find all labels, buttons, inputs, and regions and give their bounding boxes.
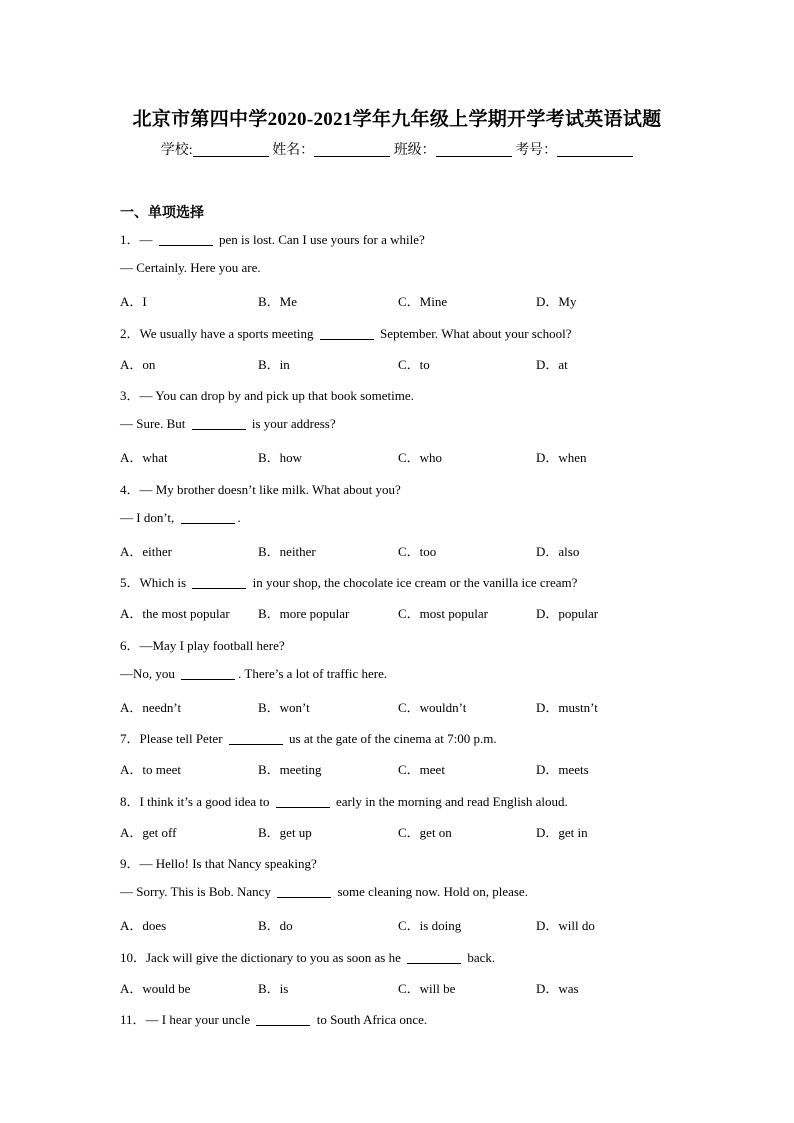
option-b[interactable]: B．is [258,980,289,996]
answer-blank[interactable] [181,511,235,524]
option-c[interactable]: C．will be [398,980,456,996]
question-text: 4．— My brother doesn’t like milk. What about you? [120,481,401,497]
option-a[interactable]: A．what [120,450,168,466]
question-text: is your address? [248,416,336,432]
school-label: 学校: [160,143,193,158]
page-title: 北京市第四中学2020-2021学年九年级上学期开学考试英语试题 [132,109,662,130]
question-text: 1．— [120,232,156,247]
question-text: 11．— I hear your uncle [120,1012,254,1027]
option-a[interactable]: A．I [120,294,147,310]
question-9-line [120,884,528,900]
student-info-line [0,139,794,159]
question-text: . There’s a lot of traffic here. [238,665,388,681]
answer-blank[interactable] [256,1013,310,1026]
question-text: in your shop, the chocolate ice cream or the vanilla ice cream? [249,575,578,591]
question-text: 10．Jack will give the dictionary to you as soon as he [120,949,405,965]
option-b[interactable]: B．in [258,356,290,372]
id-blank[interactable] [557,142,633,157]
question-text: — I don’t, [120,509,178,525]
option-d[interactable]: D．mustn’t [536,700,598,715]
option-d[interactable]: D．when [536,450,587,466]
question-1-line [120,260,261,276]
question-text: 7．Please tell Peter [120,731,226,747]
answer-blank[interactable] [277,885,331,898]
question-8-line [120,791,568,810]
question-5-line [120,572,577,591]
question-text: us at the gate of the cinema at 7:00 p.m. [285,731,497,747]
option-d[interactable]: D．meets [536,762,589,778]
option-c[interactable]: C．too [398,544,437,559]
question-text: — Certainly. Here you are. [120,260,261,276]
question-10-line [120,947,495,966]
question-6-line [120,666,387,682]
option-d[interactable]: D．was [536,980,579,996]
option-a[interactable]: A．does [120,918,167,934]
question-text: some cleaning now. Hold on, please. [334,884,528,900]
question-text: September. What about your school? [376,325,572,341]
option-d[interactable]: D．popular [536,606,599,622]
option-a[interactable]: A．would be [120,980,191,996]
class-blank[interactable] [436,142,512,157]
option-a[interactable]: A．to meet [120,762,182,778]
class-label: 班级： [393,143,436,158]
option-d[interactable]: D．will do [536,918,595,934]
question-text: to South Africa once. [313,1012,428,1027]
option-c[interactable]: C．meet [398,762,445,778]
question-text: back. [464,949,496,965]
question-text: 8．I think it’s a good idea to [120,793,273,809]
option-c[interactable]: C．is doing [398,918,462,934]
section-heading: 一、单项选择 [120,206,204,221]
option-d[interactable]: D．also [536,544,580,559]
option-c[interactable]: C．to [398,356,430,372]
option-a[interactable]: A．get off [120,824,177,840]
option-b[interactable]: B．get up [258,824,312,840]
option-a[interactable]: A．on [120,356,156,372]
question-text: — Sure. But [120,416,189,432]
answer-blank[interactable] [320,327,374,340]
answer-blank[interactable] [229,732,283,745]
question-text: 3．— You can drop by and pick up that book sometime. [120,388,414,403]
option-c[interactable]: C．get on [398,824,452,840]
option-b[interactable]: B．more popular [258,606,350,622]
option-c[interactable]: C．wouldn’t [398,700,467,715]
option-c[interactable]: C．most popular [398,606,488,622]
question-7-line [120,728,497,747]
answer-blank[interactable] [159,233,213,246]
option-d[interactable]: D．get in [536,824,588,840]
question-9-line [120,853,317,872]
answer-blank[interactable] [192,576,246,589]
option-a[interactable]: A．needn’t [120,700,182,715]
school-blank[interactable] [193,142,269,157]
option-c[interactable]: C．Mine [398,294,448,310]
question-text: — Sorry. This is Bob. Nancy [120,884,275,900]
option-a[interactable]: A．the most popular [120,606,230,622]
question-text: early in the morning and read English aloud. [332,793,568,809]
option-a[interactable]: A．either [120,544,172,559]
option-b[interactable]: B．Me [258,294,298,310]
option-b[interactable]: B．meeting [258,762,322,778]
question-text: 9．— Hello! Is that Nancy speaking? [120,856,317,871]
option-d[interactable]: D．at [536,356,568,372]
answer-blank[interactable] [181,667,235,680]
question-3-line [120,385,414,404]
question-2-line [120,323,572,342]
question-text: pen is lost. Can I use yours for a while? [215,232,425,247]
option-b[interactable]: B．how [258,450,303,466]
question-1-line [120,229,425,248]
question-4-line [120,510,241,526]
question-4-line [120,479,401,498]
question-11-line [120,1009,427,1028]
name-label: 姓名： [272,143,315,158]
name-blank[interactable] [314,142,390,157]
question-text: 2．We usually have a sports meeting [120,325,317,341]
option-b[interactable]: B．won’t [258,700,310,715]
option-c[interactable]: C．who [398,450,443,466]
option-b[interactable]: B．do [258,918,293,934]
option-b[interactable]: B．neither [258,544,316,559]
answer-blank[interactable] [192,417,246,430]
question-text: 5．Which is [120,575,190,591]
answer-blank[interactable] [407,951,461,964]
question-text: —No, you [120,665,179,681]
question-6-line [120,635,285,654]
question-text: 6．—May I play football here? [120,637,285,653]
question-text: . [237,509,241,525]
id-label: 考号： [515,143,558,158]
question-3-line [120,416,336,432]
option-d[interactable]: D．My [536,294,577,310]
answer-blank[interactable] [276,795,330,808]
